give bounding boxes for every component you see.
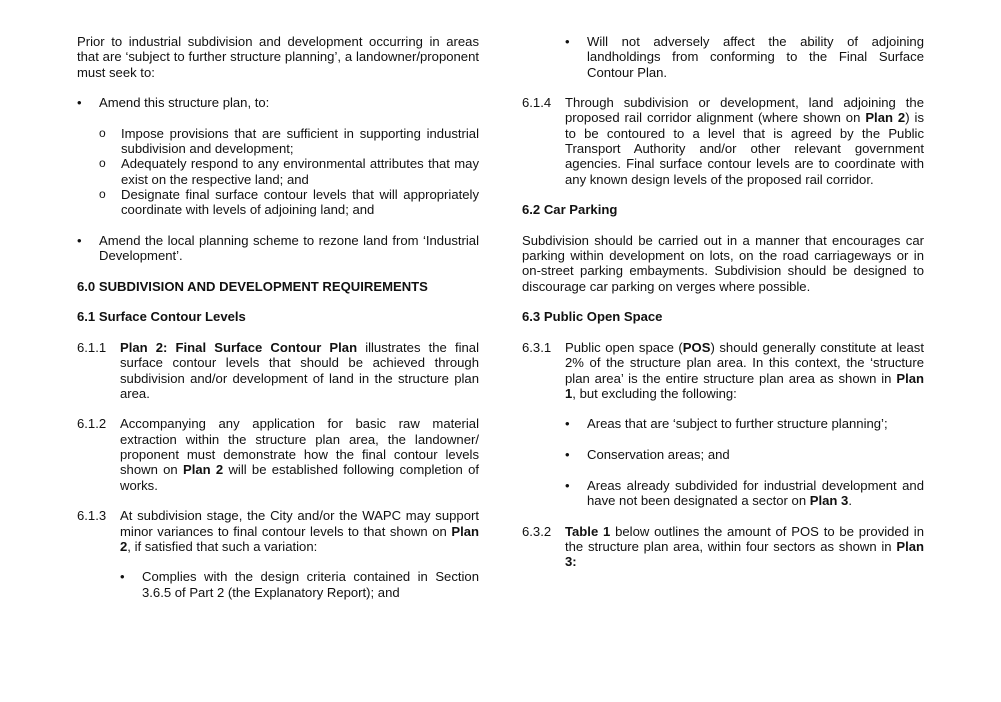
- bullet-icon: •: [565, 34, 570, 49]
- section-heading: 6.0 SUBDIVISION AND DEVELOPMENT REQUIREMENTS: [77, 278, 428, 294]
- bullet-icon: •: [120, 569, 125, 585]
- clause-6-1-2: 6.1.2 Accompanying any application for basic raw material extraction within the structure plan area, the landowner/ proponent must demonstrate how the final contour levels shown on Plan 2 will be established following completion of works.: [77, 416, 479, 493]
- left-column: [77, 34, 479, 600]
- intro-paragraph: Prior to industrial subdivision and development occurring in areas that are ‘subject to further structure planning’, a landowner/proponent must seek to:: [77, 34, 479, 80]
- bullet-icon: •: [565, 416, 570, 432]
- clause-6-1-4: 6.1.4 Through subdivision or development, land adjoining the proposed rail corridor alignment (where shown on Plan 2) is to be contoured to a level that is agreed by the Public Transport Authority and/or other relevant government agencies. Final surface contour levels are to coordinate with any known design levels of the proposed rail corridor.: [522, 95, 924, 187]
- clause-6-1-1: 6.1.1 Plan 2: Final Surface Contour Plan illustrates the final surface contour levels that should be achieved through subdivision and/or development of land in the structure plan area.: [77, 339, 479, 401]
- clause-number: 6.3.2: [522, 523, 552, 539]
- clause-number: 6.3.1: [522, 339, 552, 355]
- clause-6-3-2: 6.3.2 Table 1 below outlines the amount of POS to be provided in the structure plan area, within four sectors as shown in Plan 3:: [522, 523, 924, 570]
- list-item: • Conservation areas; and: [565, 447, 730, 463]
- list-item: • Complies with the design criteria contained in Section 3.6.5 of Part 2 (the Explanatory Report); and: [120, 569, 479, 600]
- list-item: • Areas that are ‘subject to further structure planning’;: [565, 416, 888, 432]
- bullet-icon: •: [77, 232, 82, 248]
- right-column: [522, 34, 924, 569]
- sub-list-item: o Adequately respond to any environmental attributes that may exist on the respective land; and: [99, 156, 479, 187]
- clause-number: 6.1.1: [77, 339, 107, 355]
- list-item: • Amend the local planning scheme to rezone land from ‘Industrial Development’.: [77, 232, 479, 264]
- list-item: • Areas already subdivided for industrial development and have not been designated a sector on Plan 3.: [565, 477, 924, 508]
- clause-number: 6.1.4: [522, 95, 552, 111]
- clause-number: 6.1.3: [77, 508, 107, 524]
- clause-6-3-1: 6.3.1 Public open space (POS) should generally constitute at least 2% of the structure plan area. In this context, the ‘structure plan area’ is the entire structure plan area as shown in Plan 1, but excluding the following:: [522, 339, 924, 401]
- clause-6-1-3: 6.1.3 At subdivision stage, the City and/or the WAPC may support minor variances to final contour levels to that shown on Plan 2, if satisfied that such a variation:: [77, 508, 479, 554]
- bullet-icon: •: [565, 477, 570, 493]
- bullet-icon: •: [77, 95, 82, 111]
- car-parking-paragraph: Subdivision should be carried out in a manner that encourages car parking within development on lots, on the road carriageways or in on-street parking embayments. Subdivision should be designed to discourage car parking on verges where possible.: [522, 232, 924, 294]
- subsection-heading: 6.3 Public Open Space: [522, 309, 663, 325]
- subsection-heading: 6.1 Surface Contour Levels: [77, 309, 246, 325]
- sub-list-item: o Impose provisions that are sufficient in supporting industrial subdivision and development;: [99, 125, 479, 157]
- sub-list-item: o Designate final surface contour levels that will appropriately coordinate with levels of adjoining land; and: [99, 186, 479, 218]
- circle-bullet-icon: o: [99, 186, 106, 201]
- clause-number: 6.1.2: [77, 416, 107, 432]
- subsection-heading: 6.2 Car Parking: [522, 202, 618, 218]
- circle-bullet-icon: o: [99, 125, 106, 140]
- list-item: • Amend this structure plan, to:: [77, 95, 270, 111]
- list-item: • Will not adversely affect the ability of adjoining landholdings from conforming to the Final Surface Contour Plan.: [565, 34, 924, 80]
- bullet-icon: •: [565, 447, 570, 463]
- circle-bullet-icon: o: [99, 156, 106, 171]
